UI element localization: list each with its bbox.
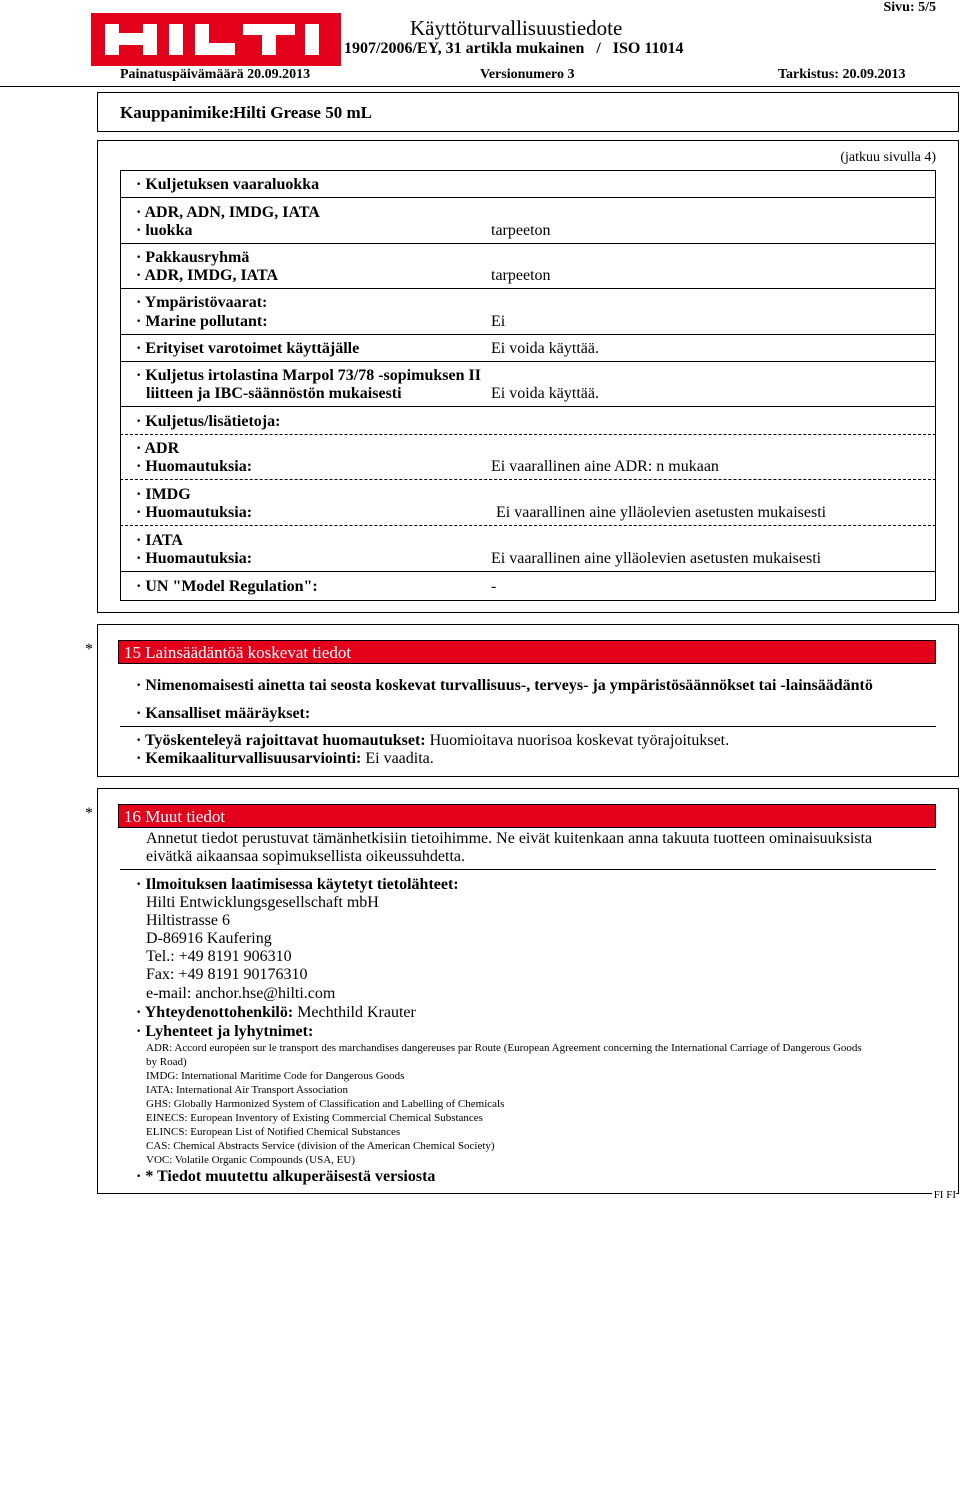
row-divider xyxy=(120,197,936,198)
marine-pollutant-label: · Marine pollutant: xyxy=(136,313,268,330)
hilti-logo xyxy=(91,13,341,66)
product-box xyxy=(97,92,959,132)
packing-adr-label: · ADR, IMDG, IATA xyxy=(136,267,279,284)
abbreviation-item: IMDG: International Maritime Code for Dangerous Goods xyxy=(146,1070,405,1082)
address-line: D-86916 Kaufering xyxy=(146,930,272,947)
address-line: Hilti Entwicklungsgesellschaft mbH xyxy=(146,894,379,911)
chemical-safety xyxy=(136,750,434,768)
row-divider xyxy=(120,726,936,727)
revision-date: Tarkistus: 20.09.2013 xyxy=(778,67,906,82)
adr-adn-label: · ADR, ADN, IMDG, IATA xyxy=(136,204,320,221)
adr-remarks-value: Ei vaarallinen aine ADR: n mukaan xyxy=(491,458,719,475)
precautions-label: · Erityiset varotoimet käyttäjälle xyxy=(136,340,360,357)
product-label: Kauppanimike: xyxy=(120,103,235,122)
additional-info-label: · Kuljetus/lisätietoja: xyxy=(136,413,281,430)
chemical-safety-label: · Kemikaaliturvallisuusarviointi: xyxy=(136,750,362,767)
abbreviation-item: EINECS: European Inventory of Existing Commercial Chemical Substances xyxy=(146,1112,483,1124)
abbreviation-adr-cont: by Road) xyxy=(146,1056,187,1068)
print-date: Painatuspäivämäärä 20.09.2013 xyxy=(120,67,311,82)
precautions-value: Ei voida käyttää. xyxy=(491,340,599,357)
adr-remarks-label: · Huomautuksia: xyxy=(136,458,253,475)
abbreviation-item: IATA: International Air Transport Association xyxy=(146,1084,348,1096)
abbreviation-item: ELINCS: European List of Notified Chemical Substances xyxy=(146,1126,401,1138)
document-title: Käyttöturvallisuustiedote xyxy=(410,16,623,40)
imdg-remarks-label: · Huomautuksia: xyxy=(136,504,253,521)
email-line: e-mail: anchor.hse@hilti.com xyxy=(146,985,336,1002)
intro-line-1: Annetut tiedot perustuvat tämänhetkisiin tietoihimme. Ne eivät kuitenkaan anna takuuta tuotteen ominaisuuksista xyxy=(146,830,873,847)
marine-pollutant-value: Ei xyxy=(491,313,506,330)
version-number: Versionumero 3 xyxy=(480,67,575,82)
dashed-divider xyxy=(120,479,936,480)
document-subtitle: 1907/2006/EY, 31 artikla mukainen / ISO 11014 xyxy=(344,40,684,57)
dashed-divider xyxy=(120,525,936,526)
imdg-remarks-value: Ei vaarallinen aine ylläolevien asetusten mukaisesti xyxy=(496,504,827,521)
work-restrictions-label: · Työskenteleyä rajoittavat huomautukset: xyxy=(136,732,426,749)
row-divider xyxy=(120,334,936,335)
abbreviation-item: VOC: Volatile Organic Compounds (USA, EU) xyxy=(146,1154,355,1166)
iata-remarks-value: Ei vaarallinen aine ylläolevien asetusten mukaisesti xyxy=(491,550,822,567)
imdg-label: · IMDG xyxy=(136,486,191,503)
iata-label: · IATA xyxy=(136,532,183,549)
changes-note: · * Tiedot muutettu alkuperäisestä versiosta xyxy=(136,1168,436,1185)
env-hazards-label: · Ympäristövaarat: xyxy=(136,294,268,311)
abbreviation-adr: ADR: Accord européen sur le transport des marchandises dangereuses par Route (European Agreement concerning the International Carriage of Dangerous Goods xyxy=(146,1042,862,1054)
header-divider xyxy=(0,86,960,87)
national-regulations: · Kansalliset määräykset: xyxy=(136,705,311,722)
row-divider xyxy=(120,571,936,572)
abbreviations-label: · Lyhenteet ja lyhytnimet: xyxy=(136,1023,314,1040)
contact-label: · Yhteydenottohenkilö: xyxy=(136,1004,294,1021)
abbreviation-item: CAS: Chemical Abstracts Service (division of the American Chemical Society) xyxy=(146,1140,495,1152)
revision-marker: * xyxy=(85,641,93,658)
product-name: Hilti Grease 50 mL xyxy=(233,103,372,122)
bulk-transport-label-2: liitteen ja IBC-säännöstön mukaisesti xyxy=(146,385,402,402)
contact-value: Mechthild Krauter xyxy=(293,1004,416,1021)
intro-line-2: eivätkä aikaansaa sopimuksellista oikeussuhdetta. xyxy=(146,848,466,865)
adr-label: · ADR xyxy=(136,440,180,457)
work-restrictions xyxy=(136,732,729,750)
dashed-divider xyxy=(120,434,936,435)
row-divider xyxy=(120,243,936,244)
hilti-logo-icon xyxy=(91,13,341,66)
address-line: Fax: +49 8191 90176310 xyxy=(146,966,308,983)
legislation-line: · Nimenomaisesti ainetta tai seosta koskevat turvallisuus-, terveys- ja ympäristösäännökset tai -lainsäädäntö xyxy=(136,677,873,694)
chemical-safety-value: Ei vaadita. xyxy=(361,750,434,767)
class-label: · luokka xyxy=(136,222,193,239)
row-divider xyxy=(120,406,936,407)
language-code: FI FI xyxy=(933,1189,956,1201)
bulk-transport-value: Ei voida käyttää. xyxy=(491,385,599,402)
packing-value: tarpeeton xyxy=(491,267,551,284)
sources-label: · Ilmoituksen laatimisessa käytetyt tietolähteet: xyxy=(136,876,459,893)
packing-group-label: · Pakkausryhmä xyxy=(136,249,250,266)
address-line: Tel.: +49 8191 906310 xyxy=(146,948,292,965)
contact-person xyxy=(136,1004,416,1022)
hazard-class-label: · Kuljetuksen vaaraluokka xyxy=(136,176,320,193)
row-divider xyxy=(120,288,936,289)
bulk-transport-label: · Kuljetus irtolastina Marpol 73/78 -sopimuksen II xyxy=(136,367,481,384)
revision-marker: * xyxy=(85,805,93,822)
abbreviation-item: GHS: Globally Harmonized System of Classification and Labelling of Chemicals xyxy=(146,1098,505,1110)
section-16-title: 16 Muut tiedot xyxy=(118,804,936,828)
row-divider xyxy=(120,361,936,362)
continued-note: (jatkuu sivulla 4) xyxy=(840,150,936,165)
un-model-label: · UN "Model Regulation": xyxy=(136,578,318,595)
page-number: Sivu: 5/5 xyxy=(883,0,936,15)
work-restrictions-value: Huomioitava nuorisoa koskevat työrajoitukset. xyxy=(425,732,730,749)
class-value: tarpeeton xyxy=(491,222,551,239)
address-line: Hiltistrasse 6 xyxy=(146,912,230,929)
section-15-title: 15 Lainsäädäntöä koskevat tiedot xyxy=(118,640,936,664)
iata-remarks-label: · Huomautuksia: xyxy=(136,550,253,567)
row-divider xyxy=(120,869,936,870)
un-model-value: - xyxy=(491,578,497,595)
